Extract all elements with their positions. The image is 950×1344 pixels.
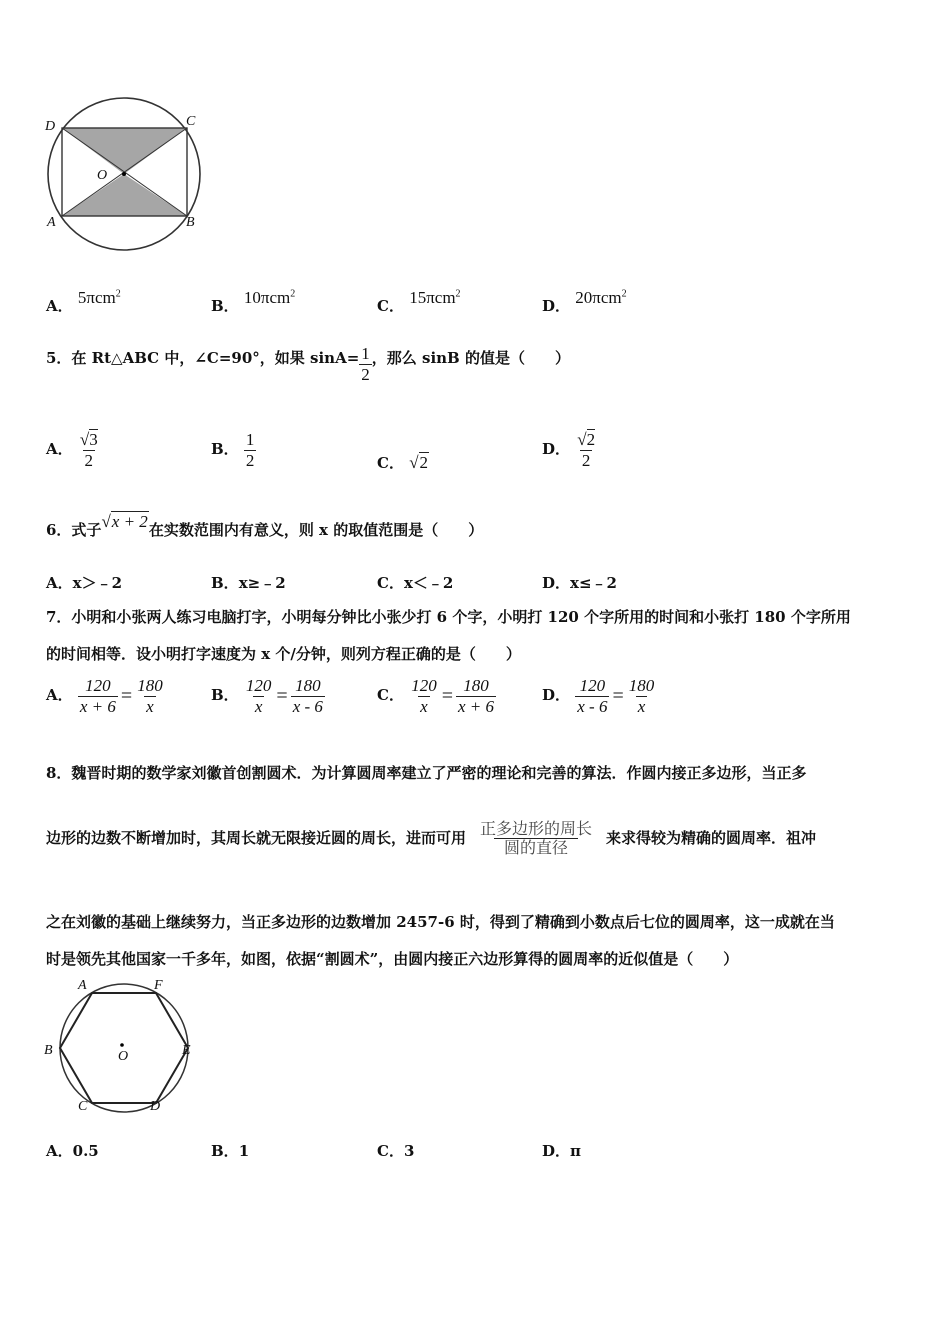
- question-8-line-2: [46, 820, 816, 858]
- left-fraction: $\frac{120}{x + 6}$: [79, 676, 116, 716]
- equals-sign: =: [441, 684, 453, 707]
- option-fraction: $\frac{1}{2}$: [245, 430, 255, 470]
- option-fraction: $\frac{√3}{2}$: [79, 430, 98, 470]
- option-sqrt: √2: [409, 453, 429, 472]
- label-o: O: [97, 168, 108, 183]
- question-6: [46, 512, 483, 540]
- option-letter: B．: [211, 1142, 239, 1160]
- label-f: F: [154, 978, 163, 993]
- rectangle-in-circle-figure: [40, 92, 220, 252]
- option-letter: D．: [542, 297, 571, 315]
- q5-option-a[interactable]: [46, 430, 100, 470]
- q4-option-c[interactable]: [377, 288, 461, 316]
- option-letter: A．: [46, 440, 73, 459]
- equals-sign: =: [612, 684, 624, 707]
- right-fraction: $\frac{180}{x + 6}$: [457, 676, 494, 716]
- label-b: B: [186, 215, 195, 230]
- question-8-line-1: 8．魏晋时期的数学家刘徽首创割圆术．为计算圆周率建立了严密的理论和完善的算法．作圆内接正多边形，当正多: [46, 764, 807, 782]
- option-value: 15πcm$^2$: [409, 288, 461, 307]
- option-text: x≥﹣2: [238, 574, 286, 592]
- option-text: x＞﹣2: [72, 574, 123, 592]
- label-d: D: [150, 1099, 161, 1114]
- option-fraction: $\frac{√2}{2}$: [577, 430, 596, 470]
- option-letter: C．: [377, 574, 404, 592]
- q6-text-after: 在实数范围内有意义，则 x 的取值范围是（ ）: [148, 521, 484, 539]
- label-a: A: [47, 215, 56, 230]
- shaded-triangle-top: [62, 128, 187, 174]
- q6-text-before: 6．式子: [46, 521, 102, 539]
- option-letter: A．: [46, 297, 73, 315]
- q5-option-c[interactable]: [377, 452, 429, 473]
- q5-fraction: $\frac{1}{2}$: [361, 344, 370, 384]
- equals-sign: =: [120, 684, 133, 707]
- q6-option-d[interactable]: [542, 572, 617, 593]
- q8-text-after: 来求得较为精确的圆周率．祖冲: [606, 828, 817, 847]
- left-fraction: $\frac{120}{x}$: [411, 676, 437, 716]
- option-text: 1: [238, 1142, 250, 1160]
- right-fraction: $\frac{180}{x}$: [628, 676, 655, 716]
- circle: [60, 984, 188, 1112]
- option-letter: D．: [542, 574, 571, 592]
- label-e: E: [182, 1043, 191, 1058]
- q8-option-b[interactable]: [211, 1140, 249, 1161]
- regular-hexagon: [60, 993, 188, 1103]
- q8-option-a[interactable]: [46, 1140, 99, 1161]
- shaded-triangle-bottom: [62, 174, 187, 216]
- label-b: B: [44, 1043, 53, 1058]
- center-point: [120, 1043, 124, 1047]
- option-letter: A．: [46, 1142, 73, 1160]
- option-text: x＜﹣2: [403, 574, 454, 592]
- hexagon-in-circle-figure: [40, 976, 210, 1116]
- option-letter: B．: [211, 686, 239, 705]
- option-value: 20πcm$^2$: [575, 288, 627, 307]
- label-a: A: [78, 978, 87, 993]
- option-letter: A．: [46, 686, 73, 705]
- option-text: x≤﹣2: [570, 574, 617, 592]
- label-o: O: [118, 1049, 129, 1064]
- q6-option-c[interactable]: [377, 572, 453, 593]
- option-value: 5πcm$^2$: [77, 288, 121, 307]
- question-8-line-4: 时是领先其他国家一千多年，如图，依据“割圆术”，由圆内接正六边形算得的圆周率的近似值是（ ）: [46, 950, 739, 968]
- option-letter: C．: [377, 686, 404, 705]
- option-text: 0.5: [72, 1142, 99, 1160]
- q6-option-b[interactable]: [211, 572, 286, 593]
- q4-option-b[interactable]: [211, 288, 295, 316]
- q7-option-d[interactable]: [542, 676, 656, 716]
- q8-text-before: 边形的边数不断增加时，其周长就无限接近圆的周长，进而可用: [46, 828, 467, 847]
- left-fraction: $\frac{120}{x - 6}$: [577, 676, 608, 716]
- right-fraction: $\frac{180}{x - 6}$: [292, 676, 323, 716]
- q5-option-d[interactable]: [542, 430, 597, 470]
- q7-option-c[interactable]: [377, 676, 496, 716]
- option-letter: B．: [211, 574, 239, 592]
- q5-option-b[interactable]: [211, 430, 256, 470]
- option-letter: D．: [542, 440, 571, 459]
- question-7-line-1: 7．小明和小张两人练习电脑打字，小明每分钟比小张少打 6 个字，小明打 120 个字所用的时间和小张打 180 个字所用: [46, 608, 851, 626]
- center-point: [122, 172, 126, 176]
- q8-option-d[interactable]: [542, 1140, 581, 1161]
- q5-text-after: ，那么 sinB 的值是（ ）: [371, 349, 570, 367]
- q7-option-b[interactable]: [211, 676, 325, 716]
- q6-sqrt: √x + 2: [101, 512, 148, 531]
- right-fraction: $\frac{180}{x}$: [137, 676, 163, 716]
- option-letter: D．: [542, 686, 571, 705]
- q4-option-d[interactable]: [542, 288, 627, 316]
- option-letter: C．: [377, 297, 404, 315]
- option-letter: C．: [377, 454, 404, 472]
- option-value: 10πcm$^2$: [243, 288, 296, 307]
- q8-fraction: $\frac{\text{正多边形的周长}}{\text{圆的直径}}$: [480, 819, 593, 858]
- q5-text-before: 5．在 Rt△ABC 中，∠C=90°，如果 sinA=: [46, 349, 360, 367]
- option-text: π: [570, 1142, 581, 1160]
- option-letter: B．: [211, 440, 239, 459]
- label-c: C: [186, 114, 196, 129]
- left-fraction: $\frac{120}{x}$: [245, 676, 272, 716]
- label-d: D: [45, 119, 56, 134]
- option-letter: C．: [377, 1142, 404, 1160]
- question-8-line-3: 之在刘徽的基础上继续努力，当正多边形的边数增加 2457-6 时，得到了精确到小数点后七位的圆周率，这一成就在当: [46, 913, 835, 931]
- q6-option-a[interactable]: [46, 572, 122, 593]
- question-7-line-2: 的时间相等．设小明打字速度为 x 个/分钟，则列方程正确的是（ ）: [46, 645, 521, 663]
- question-5: [46, 344, 570, 384]
- option-letter: B．: [211, 297, 239, 315]
- option-letter: A．: [46, 574, 73, 592]
- option-text: 3: [403, 1142, 415, 1160]
- q8-option-c[interactable]: [377, 1140, 414, 1161]
- equals-sign: =: [276, 684, 288, 707]
- q4-option-a[interactable]: [46, 288, 121, 316]
- q7-option-a[interactable]: [46, 676, 165, 716]
- option-letter: D．: [542, 1142, 571, 1160]
- label-c: C: [78, 1099, 88, 1114]
